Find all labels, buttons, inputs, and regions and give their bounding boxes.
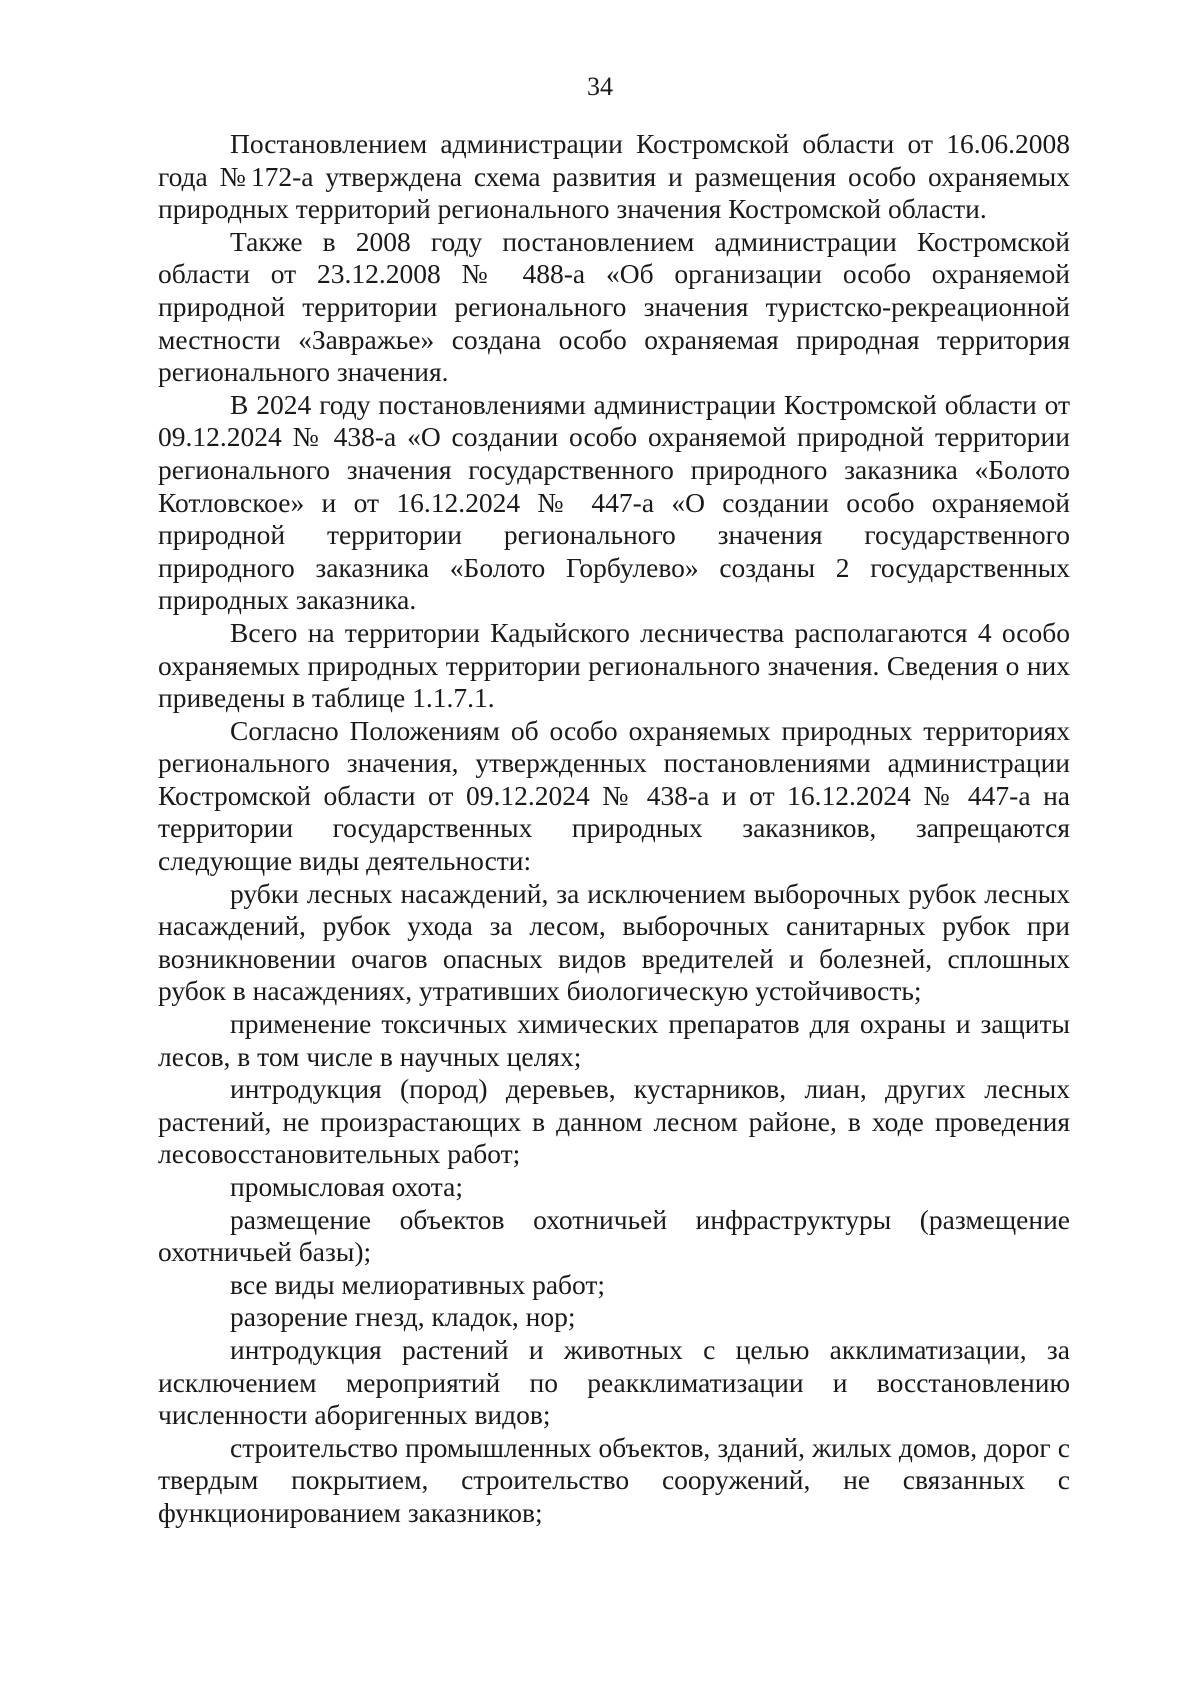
list-item: строительство промышленных объектов, зданий, жилых домов, дорог с твердым покрытием, строительство сооружений, не связанных с функционированием заказников; bbox=[158, 1431, 1070, 1528]
list-item: рубки лесных насаждений, за исключением выборочных рубок лесных насаждений, рубок ухода за лесом, выборочных санитарных рубок при возникновении очагов опасных видов вредителей и болезней, сплошных рубок в насаждениях, утративших биологическую устойчивость; bbox=[158, 877, 1070, 1007]
paragraph: Согласно Положениям об особо охраняемых природных территориях регионального значения, утвержденных постановлениями администрации Костромской области от 09.12.2024 № 438-а и от 16.12.2024 № 447-а на территории государственных природных заказников, запрещаются следующие виды деятельности: bbox=[158, 714, 1070, 877]
list-item: разорение гнезд, кладок, нор; bbox=[230, 1301, 576, 1333]
list-item: интродукция растений и животных с целью акклиматизации, за исключением мероприятий по реакклиматизации и восстановлению численности аборигенных видов; bbox=[158, 1333, 1070, 1431]
list-item: интродукция (пород) деревьев, кустарников, лиан, других лесных растений, не произрастающих в данном лесном районе, в ходе проведения лесовосстановительных работ; bbox=[158, 1073, 1070, 1170]
paragraph: В 2024 году постановлениями администрации Костромской области от 09.12.2024 № 438-а «О создании особо охраняемой природной территории регионального значения государственного природного заказника «Болото Котловское» и от 16.12.2024 № 447-а «О создании особо охраняемой природной территории регионального значения государственного природного заказника «Болото Горбулево» созданы 2 государственных природных заказника. bbox=[158, 388, 1070, 616]
body-text bbox=[158, 128, 1070, 1530]
paragraph: Также в 2008 году постановлением администрации Костромской области от 23.12.2008 № 488-а «Об организации особо охраняемой природной территории регионального значения туристско-рекреационной местности «Завражье» создана особо охраняемая природная территория регионального значения. bbox=[158, 225, 1070, 388]
list-item: промысловая охота; bbox=[230, 1171, 463, 1202]
list-item: применение токсичных химических препаратов для охраны и защиты лесов, в том числе в научных целях; bbox=[158, 1008, 1070, 1072]
paragraph: Всего на территории Кадыйского лесничества располагаются 4 особо охраняемых природных территории регионального значения. Сведения о них приведены в таблице 1.1.7.1. bbox=[158, 616, 1070, 714]
page-number: 34 bbox=[587, 72, 613, 101]
list-item: все виды мелиоративных работ; bbox=[230, 1268, 606, 1300]
list-item: размещение объектов охотничьей инфраструктуры (размещение охотничьей базы); bbox=[158, 1203, 1070, 1268]
paragraph: Постановлением администрации Костромской области от 16.06.2008 года №172-а утверждена схема развития и размещения особо охраняемых природных территорий регионального значения Костромской области. bbox=[158, 128, 1070, 225]
